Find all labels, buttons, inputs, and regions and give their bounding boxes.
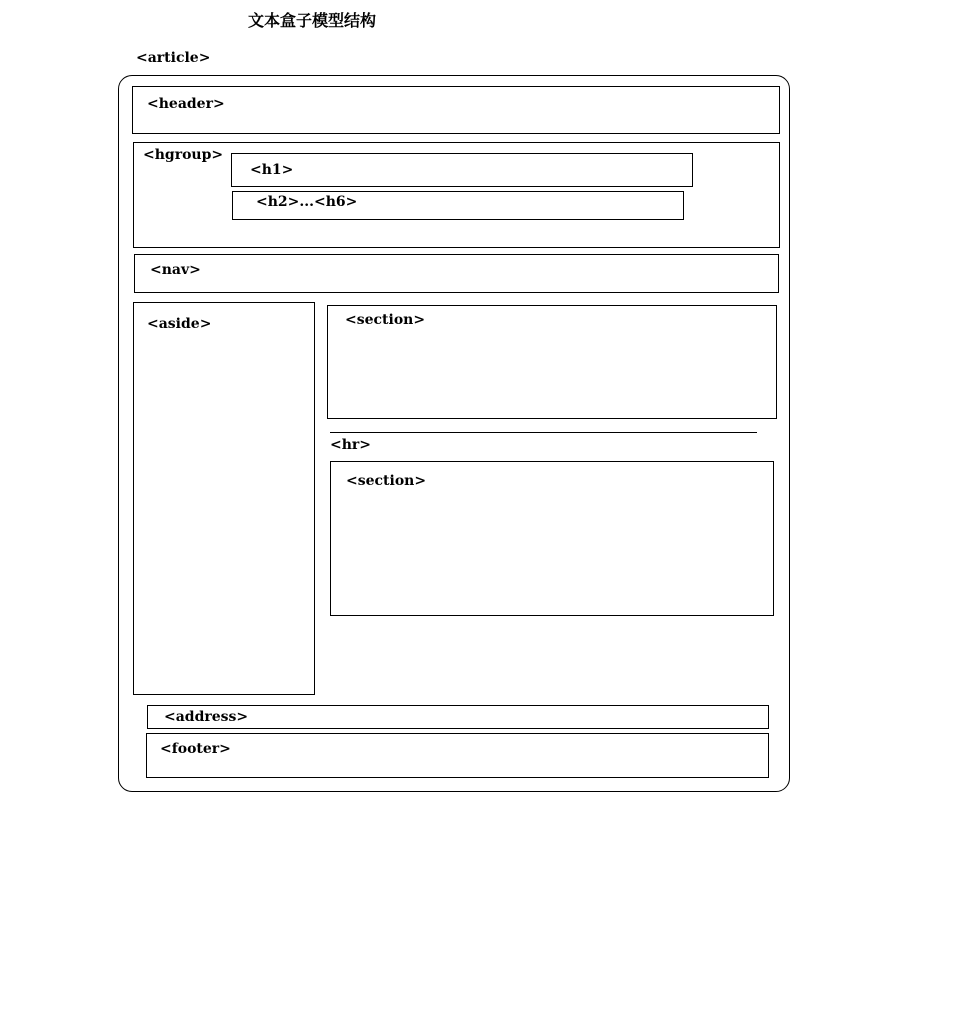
hr-label: <hr> bbox=[330, 437, 372, 453]
h2-h6-box bbox=[232, 191, 684, 220]
nav-box bbox=[134, 254, 779, 293]
footer-box bbox=[146, 733, 769, 778]
address-label: <address> bbox=[164, 709, 249, 725]
aside-box bbox=[133, 302, 315, 695]
h2-h6-label: <h2>...<h6> bbox=[256, 194, 358, 210]
section-box-2 bbox=[330, 461, 774, 616]
article-label: <article> bbox=[136, 50, 211, 66]
footer-label: <footer> bbox=[160, 741, 231, 757]
h1-box bbox=[231, 153, 693, 187]
nav-label: <nav> bbox=[150, 262, 201, 278]
section-label-2: <section> bbox=[346, 473, 427, 489]
hr-divider bbox=[330, 432, 757, 433]
address-box bbox=[147, 705, 769, 729]
h1-label: <h1> bbox=[250, 162, 294, 178]
header-label: <header> bbox=[147, 96, 225, 112]
hgroup-label: <hgroup> bbox=[143, 147, 224, 163]
section-box-1 bbox=[327, 305, 777, 419]
diagram-title: 文本盒子模型结构 bbox=[248, 11, 377, 30]
section-label-1: <section> bbox=[345, 312, 426, 328]
aside-label: <aside> bbox=[147, 316, 212, 332]
header-box bbox=[132, 86, 780, 134]
